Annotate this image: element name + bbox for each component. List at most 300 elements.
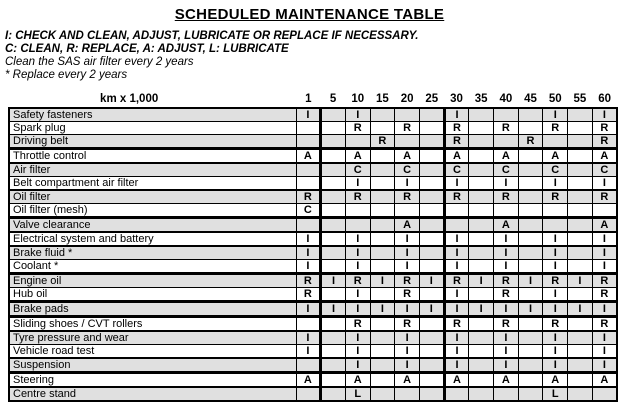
interval-action-cell: I	[494, 246, 519, 260]
interval-action-cell: A	[592, 218, 617, 233]
interval-action-cell	[296, 387, 321, 401]
interval-action-cell	[321, 232, 346, 246]
interval-action-cell: I	[444, 288, 469, 302]
interval-action-cell	[568, 387, 593, 401]
interval-action-cell	[518, 373, 543, 388]
interval-action-cell	[419, 204, 444, 218]
interval-action-cell	[321, 387, 346, 401]
interval-action-cell	[518, 317, 543, 332]
interval-action-cell: R	[518, 135, 543, 149]
table-row	[9, 302, 617, 317]
interval-action-cell	[419, 108, 444, 122]
interval-action-cell: I	[444, 260, 469, 274]
interval-action-cell: I	[494, 260, 519, 274]
interval-action-cell	[518, 122, 543, 135]
interval-action-cell	[370, 260, 395, 274]
interval-action-cell	[419, 122, 444, 135]
interval-action-cell	[568, 373, 593, 388]
interval-action-cell: C	[592, 163, 617, 177]
interval-action-cell: R	[395, 317, 420, 332]
interval-action-cell: C	[345, 163, 370, 177]
interval-action-cell	[518, 260, 543, 274]
interval-action-cell: I	[345, 177, 370, 191]
interval-action-cell: R	[543, 317, 568, 332]
interval-action-cell: I	[494, 345, 519, 359]
table-row	[9, 358, 617, 373]
item-label: Oil filter	[9, 190, 296, 204]
interval-action-cell	[419, 177, 444, 191]
interval-action-cell	[370, 149, 395, 164]
interval-action-cell: I	[345, 260, 370, 274]
interval-action-cell	[469, 108, 494, 122]
interval-column-header: 25	[425, 93, 439, 105]
interval-action-cell: A	[395, 218, 420, 233]
interval-action-cell	[592, 204, 617, 218]
table-row	[9, 274, 617, 288]
interval-action-cell: R	[444, 274, 469, 288]
interval-action-cell: I	[494, 358, 519, 373]
interval-action-cell: R	[444, 135, 469, 149]
interval-action-cell	[419, 149, 444, 164]
item-label: Centre stand	[9, 387, 296, 401]
interval-action-cell	[494, 135, 519, 149]
interval-action-cell	[370, 163, 395, 177]
interval-action-cell: I	[543, 331, 568, 345]
table-row	[9, 288, 617, 302]
interval-action-cell: I	[444, 302, 469, 317]
interval-action-cell	[345, 135, 370, 149]
interval-action-cell: L	[345, 387, 370, 401]
interval-action-cell: R	[395, 288, 420, 302]
item-label: Air filter	[9, 163, 296, 177]
interval-action-cell: I	[370, 274, 395, 288]
interval-action-cell	[419, 373, 444, 388]
item-label: Electrical system and battery	[9, 232, 296, 246]
interval-action-cell: R	[444, 190, 469, 204]
interval-action-cell	[568, 317, 593, 332]
interval-action-cell: I	[296, 302, 321, 317]
interval-action-cell	[321, 260, 346, 274]
interval-action-cell: R	[296, 288, 321, 302]
interval-action-cell: R	[444, 122, 469, 135]
interval-action-cell: R	[543, 274, 568, 288]
interval-action-cell	[518, 149, 543, 164]
interval-action-cell	[592, 387, 617, 401]
interval-action-cell: R	[543, 190, 568, 204]
interval-action-cell	[568, 331, 593, 345]
interval-action-cell	[469, 149, 494, 164]
interval-action-cell: I	[345, 302, 370, 317]
interval-action-cell	[370, 317, 395, 332]
interval-action-cell: A	[543, 149, 568, 164]
interval-action-cell	[518, 345, 543, 359]
interval-action-cell	[469, 317, 494, 332]
interval-action-cell: A	[345, 373, 370, 388]
interval-column-header: 5	[329, 93, 337, 105]
interval-action-cell: I	[444, 331, 469, 345]
interval-action-cell	[370, 108, 395, 122]
interval-action-cell	[321, 373, 346, 388]
interval-action-cell	[419, 387, 444, 401]
interval-action-cell	[395, 135, 420, 149]
interval-action-cell	[370, 288, 395, 302]
interval-action-cell	[345, 218, 370, 233]
page-title: SCHEDULED MAINTENANCE TABLE	[174, 6, 445, 23]
interval-action-cell: R	[543, 122, 568, 135]
interval-action-cell: I	[592, 246, 617, 260]
interval-action-cell	[419, 358, 444, 373]
interval-action-cell: I	[395, 177, 420, 191]
legend-notes	[5, 30, 619, 82]
interval-action-cell: I	[494, 331, 519, 345]
table-row	[9, 149, 617, 164]
interval-action-cell	[568, 246, 593, 260]
interval-action-cell	[419, 260, 444, 274]
interval-action-cell: C	[543, 163, 568, 177]
interval-action-cell: R	[444, 317, 469, 332]
item-label: Hub oil	[9, 288, 296, 302]
interval-action-cell: C	[296, 204, 321, 218]
interval-action-cell	[419, 345, 444, 359]
interval-action-cell: R	[395, 190, 420, 204]
table-row	[9, 135, 617, 149]
interval-action-cell: I	[296, 260, 321, 274]
interval-action-cell: I	[296, 331, 321, 345]
interval-column-header: 10	[351, 93, 365, 105]
interval-action-cell	[518, 358, 543, 373]
interval-action-cell: C	[444, 163, 469, 177]
interval-action-cell: I	[395, 246, 420, 260]
interval-column-header: 50	[548, 93, 562, 105]
interval-action-cell	[568, 218, 593, 233]
legend-note: Clean the SAS air filter every 2 years	[5, 56, 194, 68]
interval-action-cell	[469, 177, 494, 191]
interval-action-cell	[296, 163, 321, 177]
interval-action-cell: R	[494, 288, 519, 302]
interval-action-cell: R	[345, 190, 370, 204]
table-row	[9, 163, 617, 177]
interval-action-cell	[370, 218, 395, 233]
table-row	[9, 190, 617, 204]
legend-note: * Replace every 2 years	[5, 69, 128, 81]
table-row	[9, 122, 617, 135]
interval-action-cell: R	[296, 274, 321, 288]
interval-action-cell	[469, 387, 494, 401]
interval-action-cell: I	[543, 260, 568, 274]
interval-action-cell	[321, 204, 346, 218]
interval-action-cell	[518, 232, 543, 246]
maintenance-table	[8, 89, 618, 402]
interval-action-cell	[568, 135, 593, 149]
interval-action-cell	[296, 135, 321, 149]
interval-action-cell: R	[592, 135, 617, 149]
interval-action-cell: A	[296, 373, 321, 388]
interval-action-cell: I	[395, 302, 420, 317]
interval-action-cell: I	[592, 232, 617, 246]
interval-action-cell	[469, 232, 494, 246]
interval-action-cell	[469, 260, 494, 274]
interval-action-cell	[543, 135, 568, 149]
interval-action-cell: I	[543, 177, 568, 191]
interval-action-cell: I	[494, 302, 519, 317]
interval-action-cell: C	[395, 163, 420, 177]
interval-action-cell: R	[592, 122, 617, 135]
interval-action-cell: R	[494, 190, 519, 204]
interval-action-cell: I	[568, 302, 593, 317]
interval-action-cell: I	[395, 331, 420, 345]
interval-action-cell	[469, 218, 494, 233]
item-label: Suspension	[9, 358, 296, 373]
interval-action-cell	[321, 358, 346, 373]
interval-action-cell	[469, 204, 494, 218]
interval-action-cell	[568, 260, 593, 274]
interval-action-cell	[518, 204, 543, 218]
table-row	[9, 246, 617, 260]
interval-action-cell: I	[321, 274, 346, 288]
interval-action-cell	[469, 288, 494, 302]
table-row	[9, 218, 617, 233]
interval-action-cell	[296, 177, 321, 191]
interval-action-cell: I	[592, 345, 617, 359]
interval-action-cell	[518, 218, 543, 233]
interval-action-cell: I	[543, 358, 568, 373]
item-label: Tyre pressure and wear	[9, 331, 296, 345]
maintenance-table-body	[9, 89, 617, 401]
interval-action-cell: A	[494, 373, 519, 388]
interval-action-cell	[395, 204, 420, 218]
interval-action-cell	[321, 163, 346, 177]
interval-action-cell	[419, 190, 444, 204]
table-row	[9, 345, 617, 359]
interval-action-cell: I	[345, 345, 370, 359]
interval-action-cell: R	[494, 317, 519, 332]
table-row	[9, 317, 617, 332]
interval-action-cell	[321, 317, 346, 332]
interval-action-cell	[469, 122, 494, 135]
interval-action-cell: I	[444, 358, 469, 373]
interval-action-cell	[469, 345, 494, 359]
interval-action-cell: R	[592, 288, 617, 302]
interval-action-cell: I	[543, 345, 568, 359]
interval-action-cell	[518, 387, 543, 401]
interval-action-cell: A	[444, 149, 469, 164]
interval-action-cell: I	[419, 274, 444, 288]
interval-action-cell	[518, 190, 543, 204]
interval-action-cell: R	[370, 135, 395, 149]
interval-action-cell	[518, 288, 543, 302]
interval-action-cell	[370, 246, 395, 260]
interval-action-cell	[419, 163, 444, 177]
interval-action-cell: I	[296, 246, 321, 260]
interval-action-cell: I	[444, 177, 469, 191]
interval-action-cell	[321, 149, 346, 164]
interval-action-cell	[321, 135, 346, 149]
interval-action-cell: I	[592, 331, 617, 345]
interval-action-cell: A	[345, 149, 370, 164]
manual-page	[0, 6, 619, 404]
interval-action-cell: I	[592, 260, 617, 274]
interval-action-cell	[321, 345, 346, 359]
table-row	[9, 387, 617, 401]
interval-action-cell	[494, 387, 519, 401]
interval-action-cell	[444, 204, 469, 218]
interval-action-cell	[296, 317, 321, 332]
table-row	[9, 204, 617, 218]
interval-action-cell: I	[592, 108, 617, 122]
interval-column-header: 30	[450, 93, 463, 105]
interval-action-cell: I	[296, 108, 321, 122]
interval-action-cell: R	[592, 317, 617, 332]
interval-action-cell: A	[296, 149, 321, 164]
interval-action-cell	[370, 358, 395, 373]
interval-action-cell: I	[345, 288, 370, 302]
interval-action-cell: R	[592, 274, 617, 288]
interval-action-cell	[395, 108, 420, 122]
interval-action-cell: L	[543, 387, 568, 401]
interval-action-cell	[518, 108, 543, 122]
interval-action-cell: R	[494, 122, 519, 135]
item-label: Coolant *	[9, 260, 296, 274]
interval-action-cell	[568, 149, 593, 164]
interval-action-cell: I	[345, 232, 370, 246]
interval-action-cell: I	[370, 302, 395, 317]
interval-action-cell: R	[395, 122, 420, 135]
interval-action-cell: I	[321, 302, 346, 317]
interval-action-cell: I	[592, 358, 617, 373]
interval-action-cell: I	[419, 302, 444, 317]
interval-action-cell: I	[296, 232, 321, 246]
table-row	[9, 373, 617, 388]
interval-action-cell: I	[494, 232, 519, 246]
interval-action-cell: I	[444, 246, 469, 260]
interval-action-cell: A	[494, 149, 519, 164]
interval-action-cell	[568, 177, 593, 191]
interval-action-cell	[419, 317, 444, 332]
interval-action-cell: I	[543, 302, 568, 317]
interval-action-cell	[395, 387, 420, 401]
interval-action-cell	[296, 358, 321, 373]
interval-action-cell	[469, 358, 494, 373]
interval-action-cell	[321, 288, 346, 302]
interval-action-cell	[469, 373, 494, 388]
interval-column-header: 20	[400, 93, 414, 105]
interval-action-cell: I	[518, 302, 543, 317]
interval-column-header: 55	[573, 93, 587, 105]
interval-action-cell	[345, 204, 370, 218]
interval-action-cell	[419, 135, 444, 149]
interval-action-cell	[568, 122, 593, 135]
interval-action-cell	[296, 122, 321, 135]
table-row	[9, 108, 617, 122]
interval-action-cell	[469, 163, 494, 177]
interval-action-cell	[370, 204, 395, 218]
table-row	[9, 260, 617, 274]
interval-action-cell	[321, 218, 346, 233]
interval-action-cell: I	[543, 288, 568, 302]
interval-action-cell	[494, 204, 519, 218]
interval-column-header: 60	[598, 93, 612, 105]
interval-action-cell: I	[469, 274, 494, 288]
legend-note: C: CLEAN, R: REPLACE, A: ADJUST, L: LUBRICATE	[5, 43, 289, 55]
item-label: Spark plug	[9, 122, 296, 135]
interval-action-cell: I	[345, 246, 370, 260]
item-label: Safety fasteners	[9, 108, 296, 122]
interval-action-cell	[568, 204, 593, 218]
interval-action-cell: R	[592, 190, 617, 204]
interval-action-cell	[321, 108, 346, 122]
interval-action-cell	[370, 190, 395, 204]
interval-action-cell: I	[444, 345, 469, 359]
interval-action-cell	[321, 331, 346, 345]
interval-action-cell	[419, 331, 444, 345]
interval-action-cell: I	[395, 345, 420, 359]
interval-action-cell: I	[395, 232, 420, 246]
interval-action-cell	[543, 204, 568, 218]
interval-action-cell: I	[395, 260, 420, 274]
interval-action-cell: I	[592, 302, 617, 317]
interval-action-cell	[518, 163, 543, 177]
interval-action-cell	[370, 387, 395, 401]
interval-action-cell: C	[494, 163, 519, 177]
table-row	[9, 177, 617, 191]
interval-action-cell: R	[345, 317, 370, 332]
item-label: Brake fluid *	[9, 246, 296, 260]
interval-action-cell: A	[494, 218, 519, 233]
interval-action-cell	[518, 177, 543, 191]
interval-action-cell	[568, 345, 593, 359]
interval-column-header: 40	[499, 93, 513, 105]
interval-action-cell	[568, 288, 593, 302]
interval-column-header: 1	[305, 93, 312, 105]
interval-action-cell	[444, 218, 469, 233]
interval-column-header: 15	[376, 93, 389, 105]
table-row	[9, 331, 617, 345]
item-label: Brake pads	[9, 302, 296, 317]
interval-action-cell: R	[395, 274, 420, 288]
interval-action-cell: R	[494, 274, 519, 288]
table-row	[9, 232, 617, 246]
interval-action-cell	[419, 218, 444, 233]
interval-action-cell	[469, 246, 494, 260]
interval-action-cell	[370, 331, 395, 345]
item-label: Oil filter (mesh)	[9, 204, 296, 218]
interval-header-row	[9, 89, 617, 108]
interval-action-cell	[543, 218, 568, 233]
legend-note: I: CHECK AND CLEAN, ADJUST, LUBRICATE OR REPLACE IF NECESSARY.	[5, 30, 419, 42]
interval-action-cell	[370, 122, 395, 135]
item-label: Valve clearance	[9, 218, 296, 233]
interval-action-cell: I	[444, 232, 469, 246]
interval-action-cell	[321, 122, 346, 135]
interval-action-cell	[419, 246, 444, 260]
interval-action-cell: I	[444, 108, 469, 122]
interval-action-cell: A	[395, 149, 420, 164]
item-label: Engine oil	[9, 274, 296, 288]
item-label: Driving belt	[9, 135, 296, 149]
interval-action-cell: I	[494, 177, 519, 191]
item-label: Belt compartment air filter	[9, 177, 296, 191]
interval-action-cell	[419, 288, 444, 302]
interval-action-cell: R	[345, 122, 370, 135]
km-unit-label: km x 1,000	[100, 93, 159, 105]
interval-action-cell: A	[543, 373, 568, 388]
interval-action-cell: A	[592, 149, 617, 164]
interval-action-cell: I	[345, 331, 370, 345]
interval-action-cell: R	[296, 190, 321, 204]
interval-action-cell	[469, 135, 494, 149]
interval-action-cell: A	[592, 373, 617, 388]
interval-action-cell	[518, 331, 543, 345]
